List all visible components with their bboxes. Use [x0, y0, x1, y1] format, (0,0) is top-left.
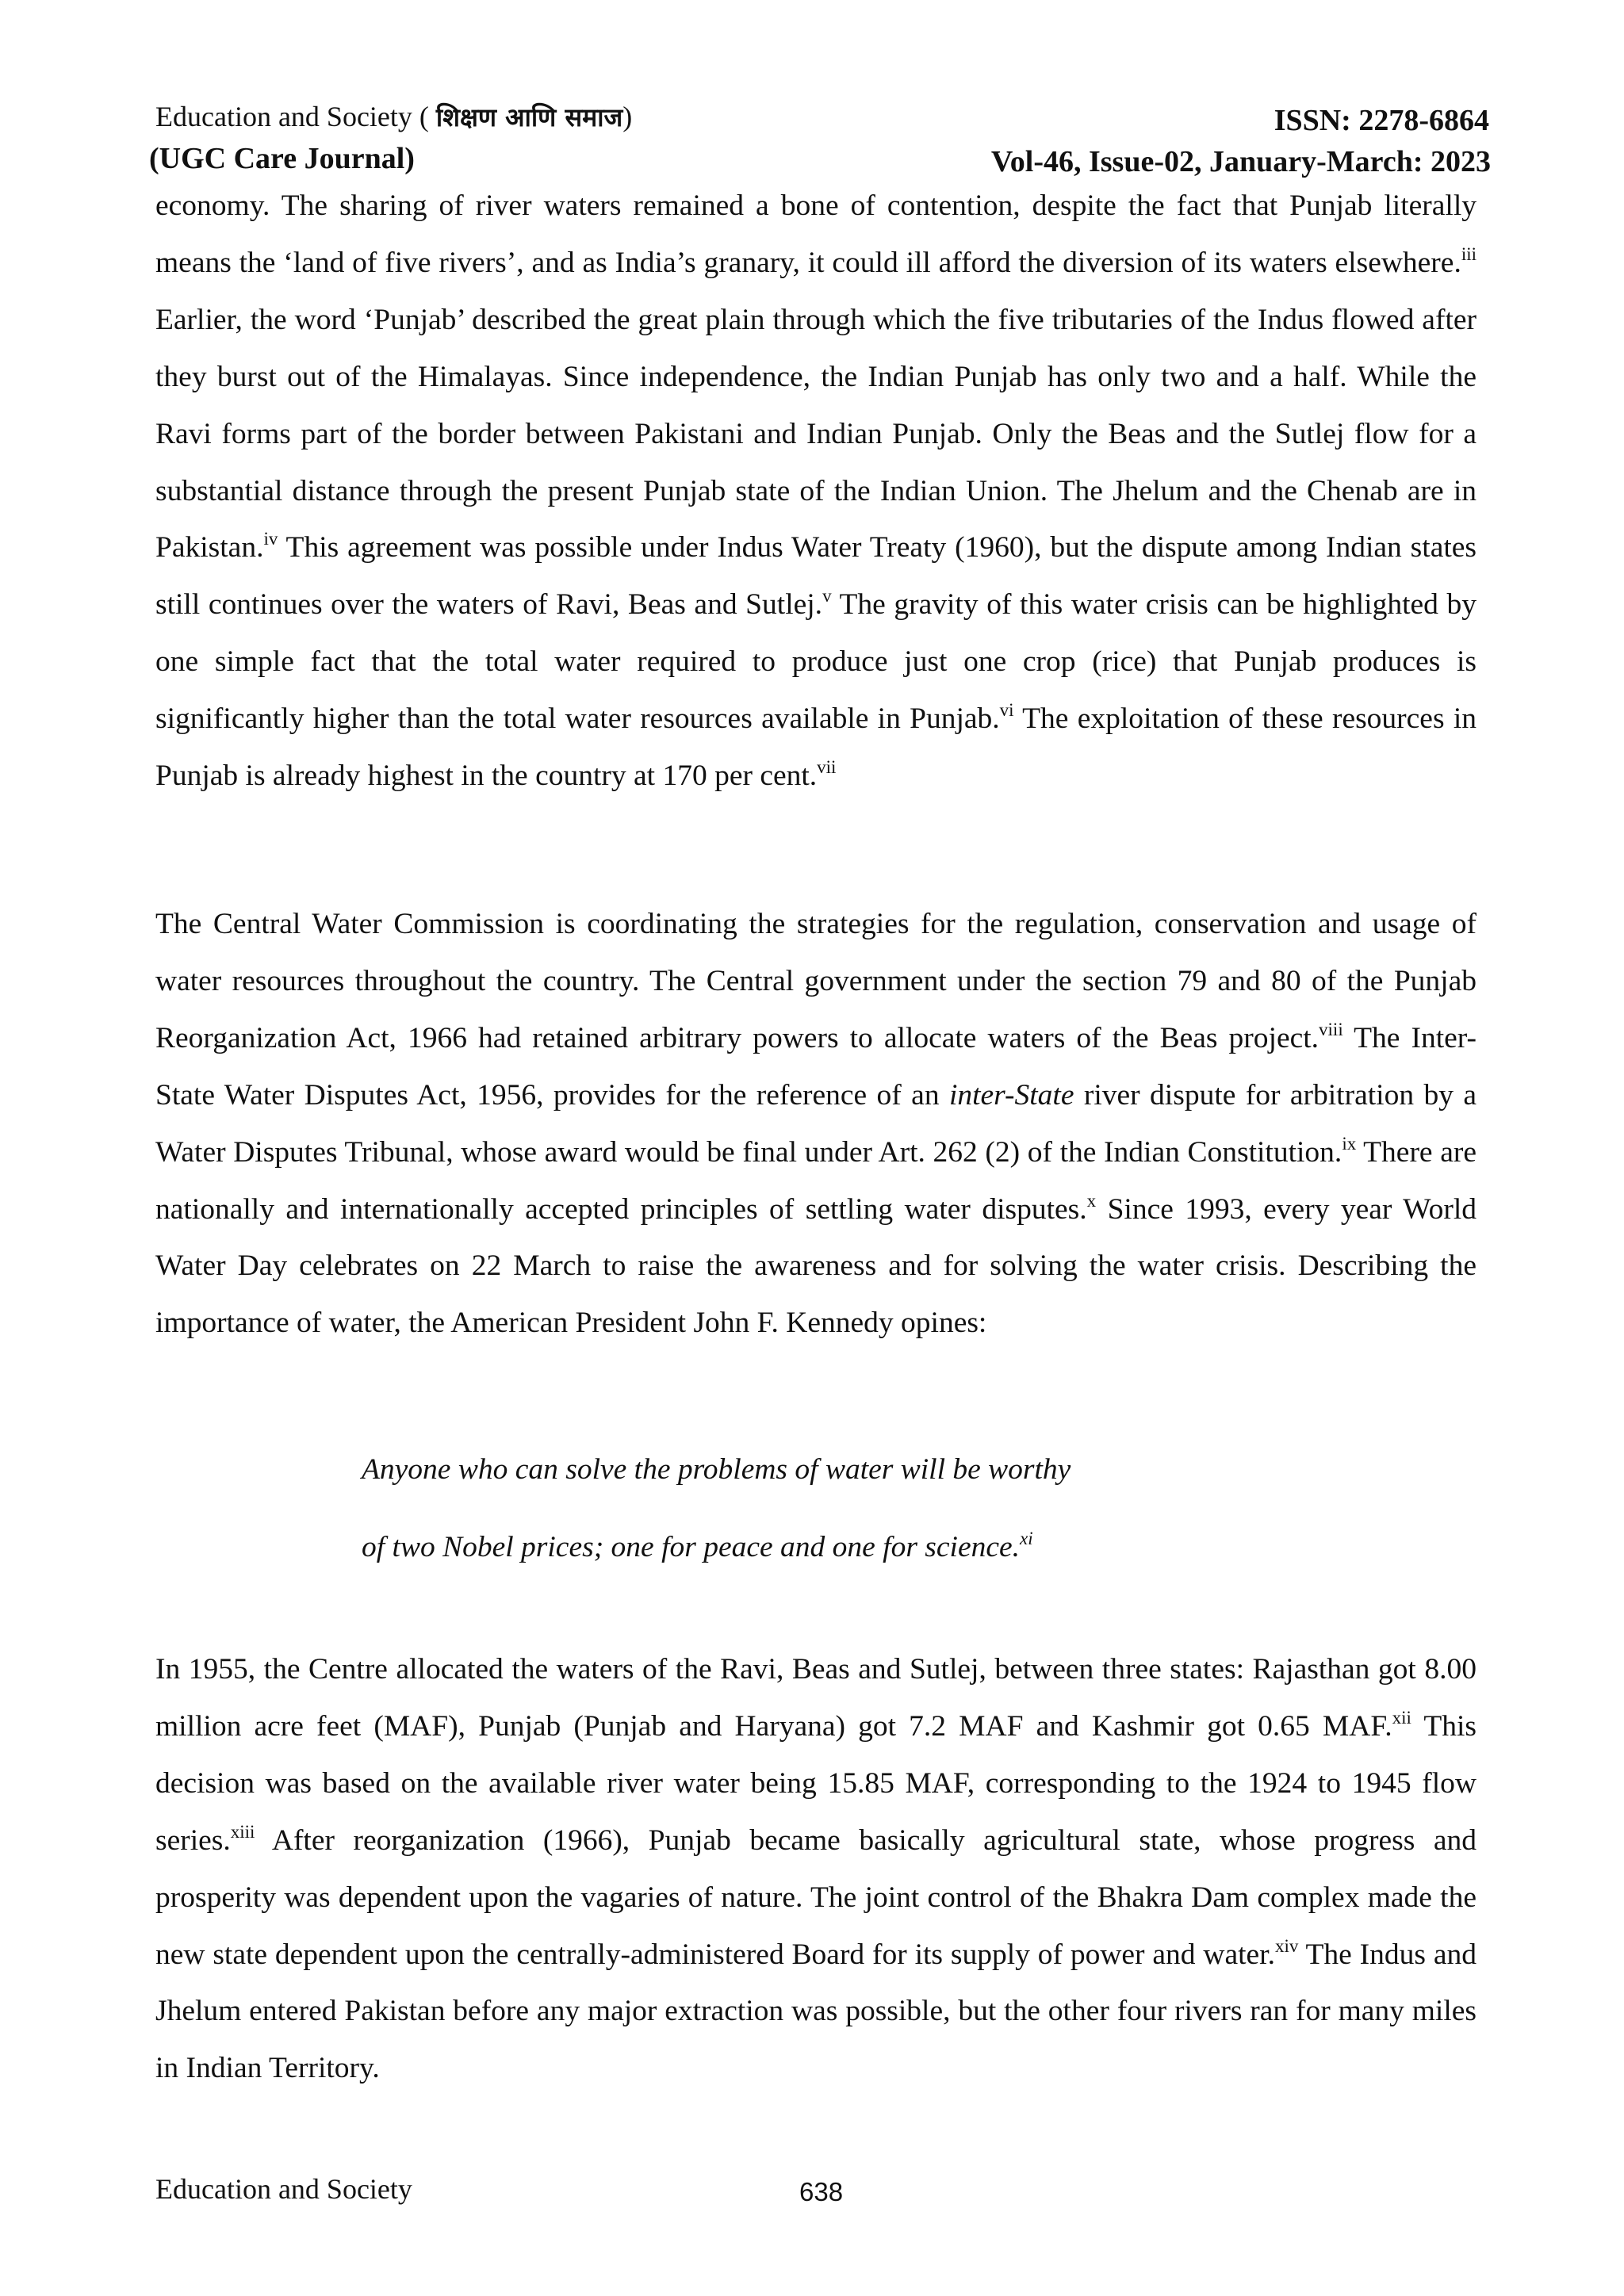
quote-text: Anyone who can solve the problems of water will be worthy: [362, 1453, 1071, 1486]
text-run: The Inter-State Water Disputes Act, 1956, provides for the reference of an: [155, 1021, 1477, 1112]
quote-line-1: [362, 1452, 1071, 1487]
text-run: The Indus and Jhelum entered Pakistan before any major extraction was possible, but the other four rivers ran for many miles in Indian Territory.: [155, 1938, 1477, 2085]
footer-journal-name: Education and Society: [155, 2173, 412, 2205]
quote-text: of two Nobel prices; one for peace and one for science.: [362, 1531, 1021, 1563]
text-run: Since 1993, every year World Water Day celebrates on 22 March to raise the awareness and for solving the water crisis. Describing the importance of water, the American President John F. Kennedy opines:: [155, 1192, 1477, 1340]
footnote-ref: viii: [1319, 1019, 1343, 1039]
text-run: The exploitation of these resources in Punjab is already highest in the country at 170 per cent.: [155, 702, 1477, 793]
journal-title-marathi: शिक्षण आणि समाज: [435, 102, 623, 132]
text-run: This decision was based on the available river water being 15.85 MAF, corresponding to the 1924 to 1945 flow series.: [155, 1709, 1477, 1857]
journal-title-close: ): [622, 101, 633, 132]
body-paragraph-2: [155, 896, 1477, 1352]
footnote-ref: xii: [1392, 1707, 1411, 1728]
text-run: river dispute for arbitration by a Water Disputes Tribunal, whose award would be final under Art. 262 (2) of the Indian Constitution.: [155, 1078, 1477, 1169]
journal-title-text: Education and Society (: [155, 101, 429, 132]
body-paragraph-1: [155, 178, 1477, 805]
text-run: In 1955, the Centre allocated the waters of the Ravi, Beas and Sutlej, between three states: Rajasthan got 8.00 million acre feet (MAF), Punjab (Punjab and Haryana) got 7.2 MAF and Kashmir got 0.65 MAF.: [155, 1653, 1477, 1743]
text-run: There are nationally and internationally accepted principles of settling water disputes.: [155, 1135, 1477, 1226]
footnote-ref: ix: [1342, 1133, 1357, 1154]
journal-subtitle: (UGC Care Journal): [149, 142, 415, 175]
page-number: 638: [799, 2177, 844, 2206]
text-run: The gravity of this water crisis can be highlighted by one simple fact that the total water required to produce just one crop (rice) that Punjab produces is significantly higher than the total water resources available in Punjab.: [155, 588, 1477, 736]
footnote-ref: v: [822, 586, 832, 607]
volume-issue: Vol-46, Issue-02, January-March: 2023: [990, 145, 1491, 178]
text-run: Earlier, the word ‘Punjab’ described the great plain through which the five tributaries of the Indus flowed after they burst out of the Himalayas. Since independence, the Indian Punjab has only two and a half. While the Ravi forms part of the border between Pakistani and Indian Punjab. Only the Beas and the Sutlej flow for a substantial distance through the present Punjab state of the Indian Union. The Jhelum and the Chenab are in Pakistan.: [155, 303, 1477, 564]
emphasis-text: inter-State: [948, 1078, 1074, 1112]
text-run: This agreement was possible under Indus Water Treaty (1960), but the dispute among Indian states still continues over the waters of Ravi, Beas and Sutlej.: [155, 531, 1477, 622]
issn: ISSN: 2278-6864: [1274, 104, 1489, 137]
footnote-ref: xiii: [230, 1821, 255, 1842]
footnote-ref: iv: [263, 529, 278, 549]
text-run: The Central Water Commission is coordinating the strategies for the regulation, conservation and usage of water resources throughout the country. The Central government under the section 79 and 80 of the Punjab Reorganization Act, 1966 had retained arbitrary powers to allocate waters of the Beas project.: [155, 908, 1477, 1054]
footnote-ref: x: [1086, 1190, 1097, 1211]
journal-title: [155, 101, 632, 133]
footnote-ref: xi: [1020, 1529, 1033, 1548]
footnote-ref: xiv: [1274, 1935, 1299, 1956]
footnote-ref: vii: [817, 757, 837, 778]
text-run: economy. The sharing of river waters remained a bone of contention, despite the fact that Punjab literally means the ‘land of five rivers’, and as India’s granary, it could ill afford the diversion of its waters elsewhere.: [155, 189, 1477, 279]
footnote-ref: iii: [1461, 243, 1477, 264]
body-paragraph-3: [155, 1641, 1477, 2097]
text-run: After reorganization (1966), Punjab became basically agricultural state, whose progress and prosperity was dependent upon the vagaries of nature. The joint control of the Bhakra Dam complex made the new state dependent upon the centrally-administered Board for its supply of power and water.: [155, 1823, 1477, 1971]
quote-line-2: [362, 1530, 1033, 1564]
footnote-ref: vi: [999, 700, 1014, 721]
